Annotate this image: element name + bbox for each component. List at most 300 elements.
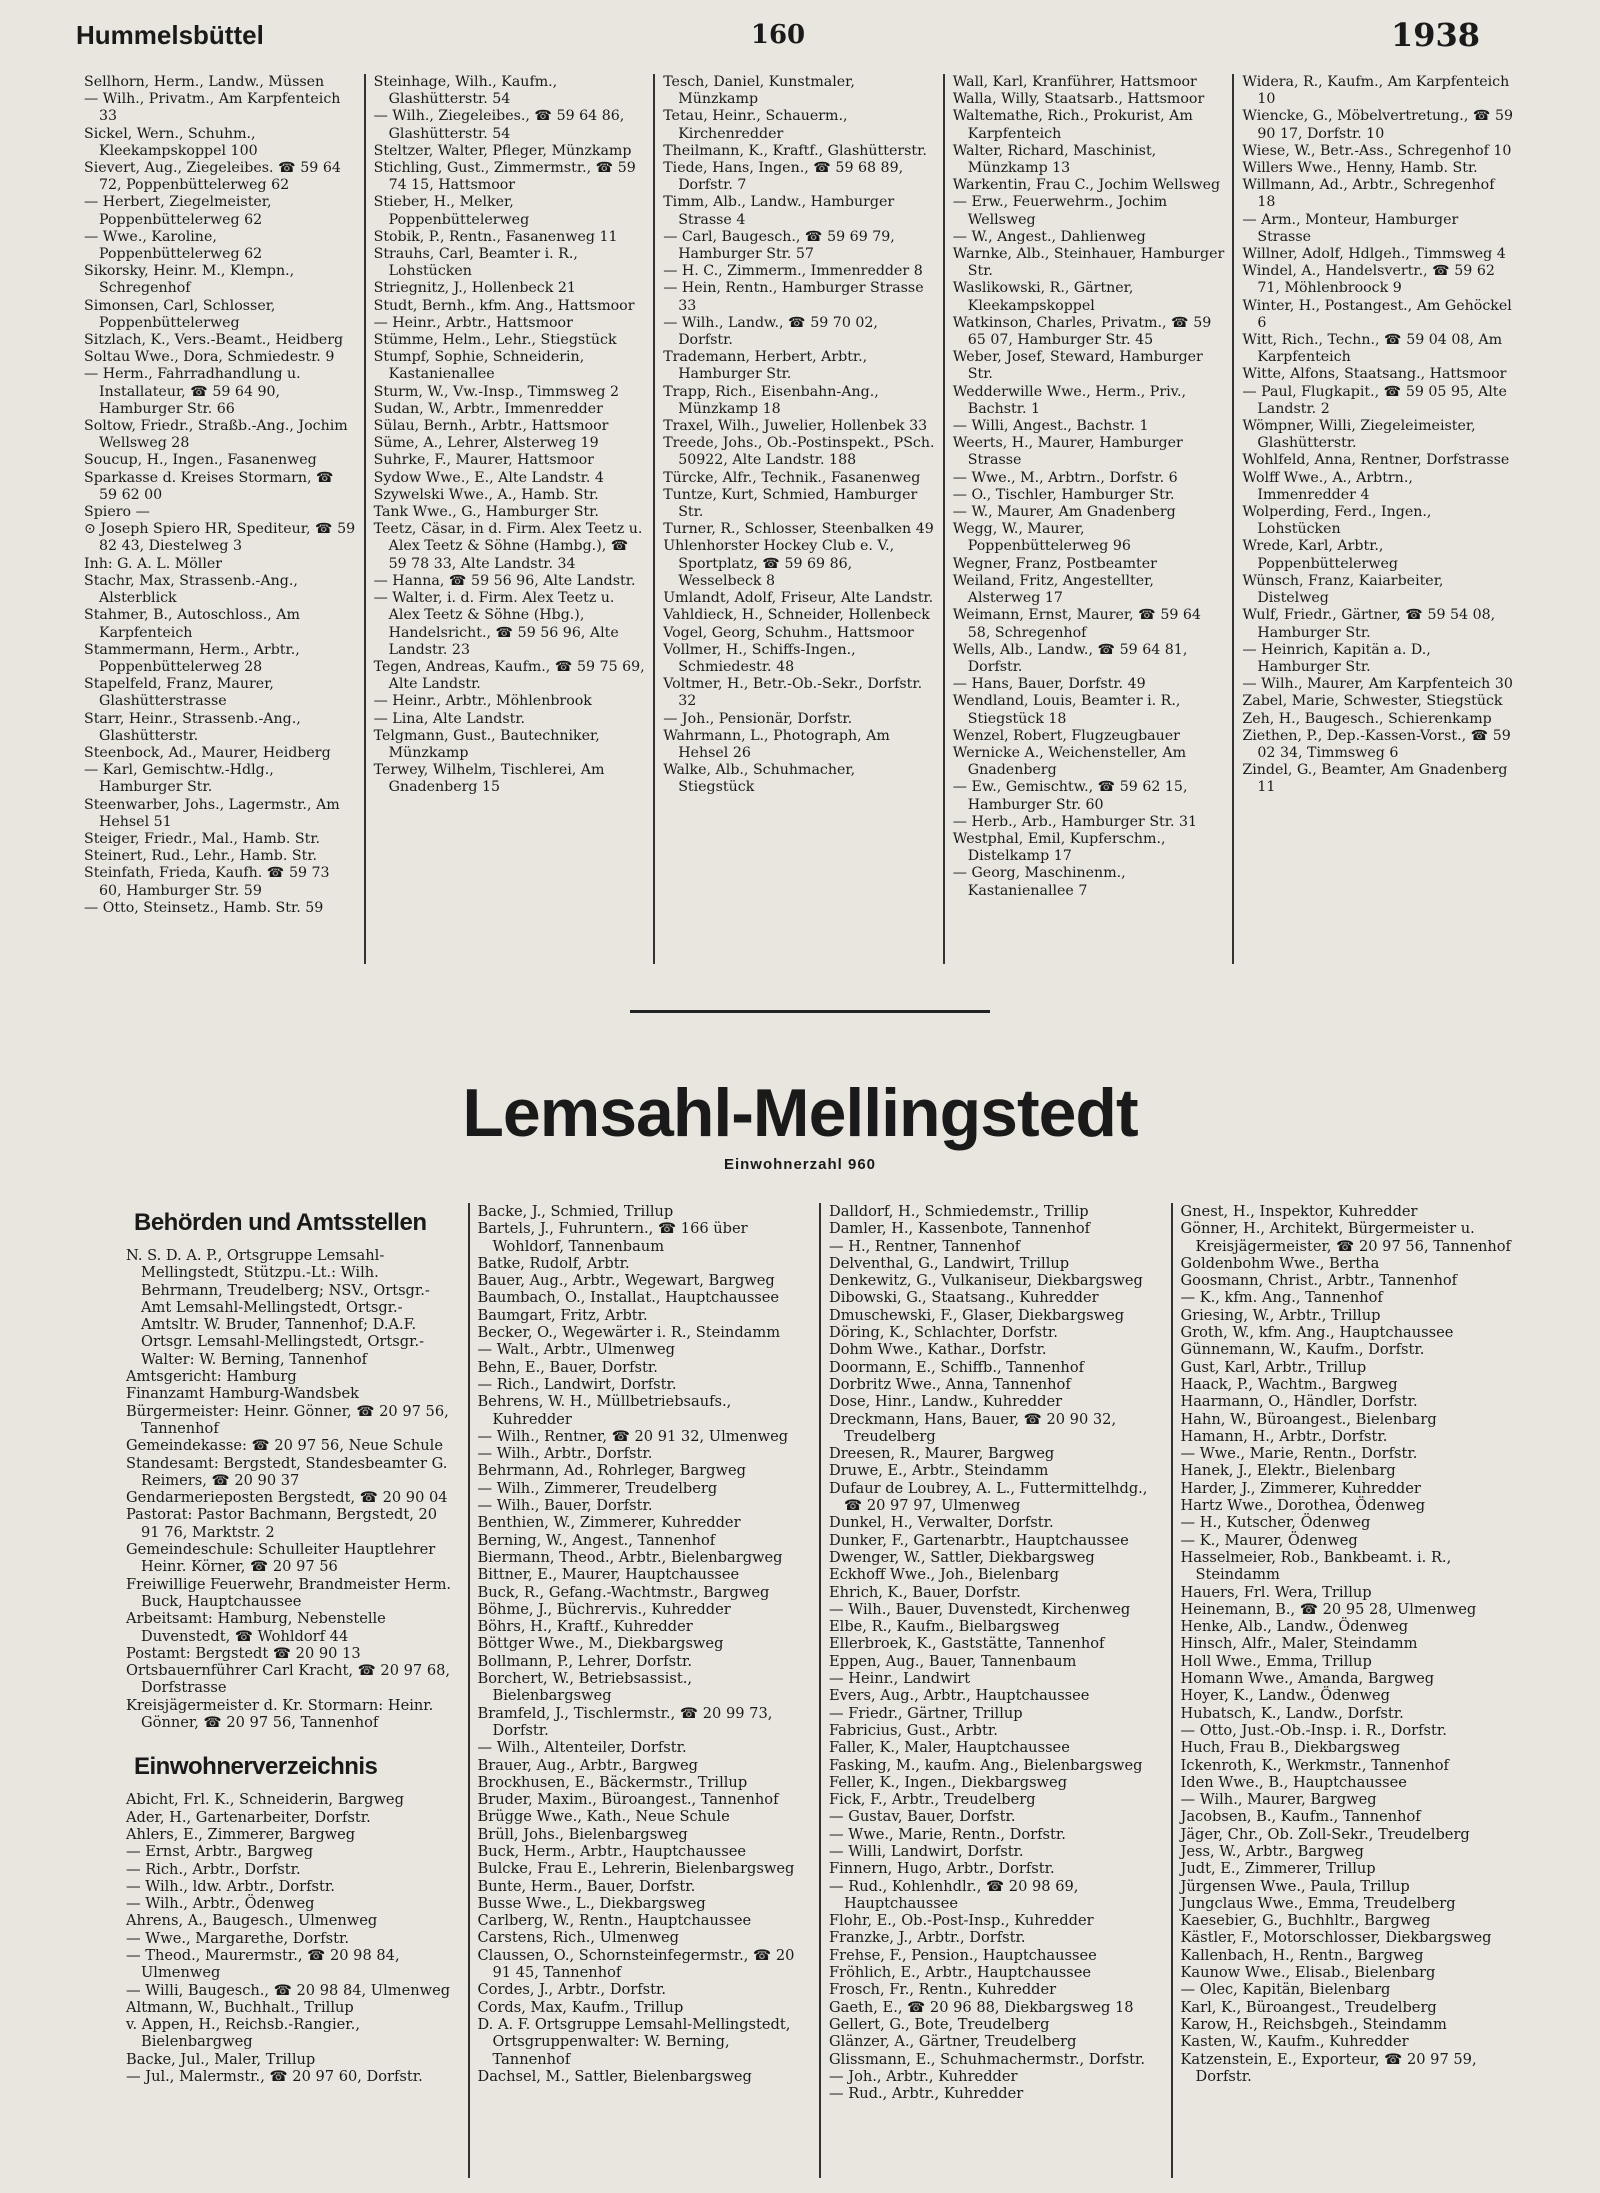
bottom-column-2 xyxy=(470,1203,822,2178)
directory-entry: Flohr, E., Ob.-Post-Insp., Kuhredder xyxy=(829,1912,1094,1930)
directory-entry: Buck, Herm., Arbtr., Hauptchaussee xyxy=(477,1842,746,1860)
directory-entry: Wiencke, G., Möbelvertretung., ☎ 59 90 17, Dorfstr. 10 xyxy=(1242,108,1514,142)
directory-entry: — Wilh., Bauer, Duvenstedt, Kirchenweg xyxy=(829,1600,1131,1618)
directory-entry: Watkinson, Charles, Privatm., ☎ 59 65 07, Hamburger Str. 45 xyxy=(952,314,1212,349)
directory-entry: Pastorat: Pastor Bachmann, Bergstedt, 20 91 76, Marktstr. 2 xyxy=(126,1506,438,1541)
directory-entry: Henke, Alb., Landw., Ödenweg xyxy=(1180,1618,1409,1636)
directory-entry: ⊙ Joseph Spiero HR, Spediteur, ☎ 59 82 43, Diestelweg 3 xyxy=(84,521,356,555)
directory-entry: Wegg, W., Maurer, Poppenbüttelerweg 96 xyxy=(952,521,1131,555)
directory-entry: — Rud., Kohlenhdlr., ☎ 20 98 69, Hauptchaussee xyxy=(829,1877,1079,1912)
directory-entry: Heinemann, B., ☎ 20 95 28, Ulmenweg xyxy=(1180,1600,1477,1618)
top-columns xyxy=(76,74,1522,964)
directory-entry: Steenbock, Ad., Maurer, Heidberg xyxy=(84,744,331,761)
directory-entry: Finnern, Hugo, Arbtr., Dorfstr. xyxy=(829,1860,1055,1878)
directory-entry: Tank Wwe., G., Hamburger Str. xyxy=(373,504,599,521)
directory-entry: Waslikowski, R., Gärtner, Kleekampskoppel xyxy=(952,280,1134,314)
directory-entry: Behn, E., Bauer, Dorfstr. xyxy=(477,1358,658,1376)
directory-entry: Gönner, H., Architekt, Bürgermeister u. Kreisjägermeister, ☎ 20 97 56, Tannenhof xyxy=(1180,1220,1511,1255)
directory-entry: Hahn, W., Büroangest., Bielenbarg xyxy=(1180,1410,1437,1428)
directory-entry: — H. C., Zimmerm., Immenredder 8 xyxy=(663,263,923,280)
directory-entry: — Wilh., Rentner, ☎ 20 91 32, Ulmenweg xyxy=(477,1427,789,1445)
directory-entry: — Willi, Angest., Bachstr. 1 xyxy=(952,418,1149,435)
directory-entry: Huch, Frau B., Diekbargsweg xyxy=(1180,1739,1401,1757)
directory-entry: Tetau, Heinr., Schauerm., Kirchenredder xyxy=(663,108,848,142)
directory-entry: — Joh., Pensionär, Dorfstr. xyxy=(663,710,853,727)
directory-entry: Sparkasse d. Kreises Stormarn, ☎ 59 62 00 xyxy=(84,469,334,503)
directory-entry: Steinert, Rud., Lehr., Hamb. Str. xyxy=(84,848,318,865)
directory-entry: Delventhal, G., Landwirt, Trillup xyxy=(829,1254,1070,1272)
directory-entry: N. S. D. A. P., Ortsgruppe Lemsahl-Mellingstedt, Stützpu.-Lt.: Wilh. Behrmann, Treudelberg; NSV., Ortsgr.-Amt Lemsahl-Mellingstedt, Ortsgr.-Amtsltr. W. Bruder, Tannenhof; D.A.F. Ortsgr. Lemsahl-Mellingstedt, Ortsgr.-Walter: W. Berning, Tannenhof xyxy=(126,1247,430,1368)
directory-entry: Böhme, J., Büchrervis., Kuhredder xyxy=(477,1600,731,1618)
directory-entry: Hoyer, K., Landw., Ödenweg xyxy=(1180,1687,1390,1705)
directory-entry: Vahldieck, H., Schneider, Hollenbeck xyxy=(663,607,930,624)
top-column-3 xyxy=(655,74,945,964)
directory-entry: Jess, W., Arbtr., Bargweg xyxy=(1180,1842,1364,1860)
directory-entry: Bunte, Herm., Bauer, Dorfstr. xyxy=(477,1877,696,1895)
directory-entry: Wiese, W., Betr.-Ass., Schregenhof 10 xyxy=(1242,142,1512,159)
directory-entry: Kallenbach, H., Rentn., Bargweg xyxy=(1180,1946,1424,1964)
directory-entry: — H., Rentner, Tannenhof xyxy=(829,1237,1021,1255)
directory-entry: Stumpf, Sophie, Schneiderin, Kastanienallee xyxy=(373,349,585,383)
directory-entry: — Paul, Flugkapit., ☎ 59 05 95, Alte Landstr. 2 xyxy=(1242,383,1507,417)
directory-entry: — K., Maurer, Ödenweg xyxy=(1180,1531,1358,1549)
directory-entry: — Herbert, Ziegelmeister, Poppenbüttelerweg 62 xyxy=(84,194,272,228)
directory-entry: Dalldorf, H., Schmiedemstr., Trillip xyxy=(829,1203,1089,1220)
directory-entry: Damler, H., Kassenbote, Tannenhof xyxy=(829,1220,1091,1238)
directory-entry: Katzenstein, E., Exporteur, ☎ 20 97 59, Dorfstr. xyxy=(1180,2050,1477,2085)
directory-entry: Striegnitz, J., Hollenbeck 21 xyxy=(373,280,576,297)
directory-entry: Vollmer, H., Schiffs-Ingen., Schmiedestr. 48 xyxy=(663,641,856,675)
directory-entry: Glissmann, E., Schuhmachermstr., Dorfstr. xyxy=(829,2050,1145,2068)
directory-entry: Ehrich, K., Bauer, Dorfstr. xyxy=(829,1583,1021,1601)
directory-entry: — Ernst, Arbtr., Bargweg xyxy=(126,1843,314,1861)
top-column-4 xyxy=(945,74,1235,964)
directory-entry: Tesch, Daniel, Kunstmaler, Münzkamp xyxy=(663,74,855,108)
directory-entry: Glänzer, A., Gärtner, Treudelberg xyxy=(829,2033,1077,2051)
directory-entry: — Heinrich, Kapitän a. D., Hamburger Str. xyxy=(1242,641,1431,675)
bottom-columns xyxy=(118,1203,1522,2178)
directory-entry: — Willi, Baugesch., ☎ 20 98 84, Ulmenweg xyxy=(126,1981,451,1999)
directory-entry: Sellhorn, Herm., Landw., Müssen xyxy=(84,74,325,90)
directory-entry: Witte, Alfons, Staatsang., Hattsmoor xyxy=(1242,366,1507,383)
directory-entry: Gemeindeschule: Schulleiter Hauptlehrer Heinr. Körner, ☎ 20 97 56 xyxy=(126,1541,436,1576)
directory-entry: Behrens, W. H., Müllbetriebsaufs., Kuhredder xyxy=(477,1393,732,1428)
directory-entry: Tuntze, Kurt, Schmied, Hamburger Str. xyxy=(663,486,918,521)
directory-entry: Bittner, E., Maurer, Hauptchaussee xyxy=(477,1566,740,1584)
directory-entry: Günnemann, W., Kaufm., Dorfstr. xyxy=(1180,1341,1425,1359)
directory-entry: Stieber, H., Melker, Poppenbüttelerweg xyxy=(373,194,530,228)
directory-entry: Trapp, Rich., Eisenbahn-Ang., Münzkamp 18 xyxy=(663,383,879,417)
population-line: Einwohnerzahl 960 xyxy=(723,1156,877,1173)
directory-entry: Jungclaus Wwe., Emma, Treudelberg xyxy=(1180,1894,1456,1912)
directory-entry: Böttger Wwe., M., Diekbargsweg xyxy=(477,1635,724,1653)
directory-entry: Strauhs, Carl, Beamter i. R., Lohstücken xyxy=(373,246,578,280)
directory-entry: — Herb., Arb., Hamburger Str. 31 xyxy=(952,813,1198,830)
directory-entry: — Heinr., Arbtr., Möhlenbrook xyxy=(373,693,592,710)
directory-entry: Dorbritz Wwe., Anna, Tannenhof xyxy=(829,1375,1071,1393)
directory-entry: Windel, A., Handelsvertr., ☎ 59 62 71, Möhlenbroock 9 xyxy=(1242,263,1495,297)
directory-entry: Standesamt: Bergstedt, Standesbeamter G. Reimers, ☎ 20 90 37 xyxy=(126,1454,448,1489)
directory-entry: Hartz Wwe., Dorothea, Ödenweg xyxy=(1180,1497,1426,1515)
directory-entry: Ziethen, P., Dep.-Kassen-Vorst., ☎ 59 02 34, Timmsweg 6 xyxy=(1242,727,1511,761)
directory-entry: Sudan, W., Arbtr., Immenredder xyxy=(373,400,603,417)
directory-entry: Fröhlich, E., Arbtr., Hauptchaussee xyxy=(829,1964,1092,1982)
directory-entry: Theilmann, K., Kraftf., Glashütterstr. xyxy=(663,142,927,159)
directory-entry: Wall, Karl, Kranführer, Hattsmoor xyxy=(952,74,1197,90)
directory-entry: Judt, E., Zimmerer, Trillup xyxy=(1180,1860,1376,1878)
top-column-5 xyxy=(1234,74,1522,964)
directory-entry: Haack, P., Wachtm., Bargweg xyxy=(1180,1375,1398,1393)
directory-entry: Steenwarber, Johs., Lagermstr., Am Hehsel 51 xyxy=(84,796,340,830)
directory-entry: Sickel, Wern., Schuhm., Kleekampskoppel 100 xyxy=(84,125,258,159)
directory-entry: Willner, Adolf, Hdlgeh., Timmsweg 4 xyxy=(1242,246,1506,263)
directory-entry: — Hein, Rentn., Hamburger Strasse 33 xyxy=(663,280,924,314)
directory-entry: Gendarmerieposten Bergstedt, ☎ 20 90 04 xyxy=(126,1489,448,1507)
directory-entry: Dreckmann, Hans, Bauer, ☎ 20 90 32, Treudelberg xyxy=(829,1410,1117,1445)
authorities-heading: Behörden und Amtsstellen xyxy=(134,1209,427,1236)
directory-entry: Griesing, W., Arbtr., Trillup xyxy=(1180,1306,1381,1324)
directory-entry: Dohm Wwe., Kathar., Dorfstr. xyxy=(829,1341,1047,1359)
directory-entry: Hinsch, Alfr., Maler, Steindamm xyxy=(1180,1635,1418,1653)
directory-entry: Soucup, H., Ingen., Fasanenweg xyxy=(84,452,317,469)
header-year: 1938 xyxy=(1390,16,1480,54)
directory-entry: Böhrs, H., Kraftf., Kuhredder xyxy=(477,1618,693,1636)
directory-entry: Dreesen, R., Maurer, Bargweg xyxy=(829,1445,1055,1463)
directory-entry: Fabricius, Gust., Arbtr. xyxy=(829,1721,998,1739)
directory-entry: Ellerbroek, K., Gaststätte, Tannenhof xyxy=(829,1635,1105,1653)
directory-entry: Kaesebier, G., Buchhltr., Bargweg xyxy=(1180,1912,1431,1930)
directory-entry: Steiger, Friedr., Mal., Hamb. Str. xyxy=(84,830,321,847)
directory-entry: Weimann, Ernst, Maurer, ☎ 59 64 58, Schregenhof xyxy=(952,607,1201,641)
directory-entry: Soltau Wwe., Dora, Schmiedestr. 9 xyxy=(84,349,335,366)
directory-entry: Wenzel, Robert, Flugzeugbauer xyxy=(952,727,1180,744)
directory-entry: Wrede, Karl, Arbtr., Poppenbüttelerweg xyxy=(1242,538,1398,572)
top-column-2 xyxy=(366,74,656,964)
directory-entry: Brockhusen, E., Bäckermstr., Trillup xyxy=(477,1773,748,1791)
directory-entry: Umlandt, Adolf, Friseur, Alte Landstr. xyxy=(663,590,934,607)
directory-entry: — Joh., Arbtr., Kuhredder xyxy=(829,2067,1018,2085)
directory-entry: Stapelfeld, Franz, Maurer, Glashütterstrasse xyxy=(84,676,274,710)
directory-entry: Dmuschewski, F., Glaser, Diekbargsweg xyxy=(829,1306,1125,1324)
directory-entry: Uhlenhorster Hockey Club e. V., Sportplatz, ☎ 59 69 86, Wesselbeck 8 xyxy=(663,538,895,589)
directory-entry: Finanzamt Hamburg-Wandsbek xyxy=(126,1385,359,1403)
directory-entry: Elbe, R., Kaufm., Bielbargsweg xyxy=(829,1618,1060,1636)
directory-entry: Studt, Bernh., kfm. Ang., Hattsmoor xyxy=(373,297,635,314)
directory-entry: Cords, Max, Kaufm., Trillup xyxy=(477,1998,684,2016)
directory-entry: Karl, K., Büroangest., Treudelberg xyxy=(1180,1998,1437,2016)
directory-entry: Warkentin, Frau C., Jochim Wellsweg xyxy=(952,177,1221,194)
directory-entry: Brüll, Johs., Bielenbargsweg xyxy=(477,1825,688,1843)
directory-entry: — Walt., Arbtr., Ulmenweg xyxy=(477,1341,675,1359)
directory-entry: Weiland, Fritz, Angestellter, Alsterweg 17 xyxy=(952,572,1154,607)
directory-entry: Wolff Wwe., A., Arbtrn., Immenredder 4 xyxy=(1242,469,1413,503)
directory-entry: — Hanna, ☎ 59 56 96, Alte Landstr. xyxy=(373,572,636,589)
directory-entry: Dufaur de Loubrey, A. L., Futtermittelhdg., ☎ 20 97 97, Ulmenweg xyxy=(829,1479,1148,1515)
directory-entry: — Georg, Maschinenm., Kastanienallee 7 xyxy=(952,865,1126,899)
directory-entry: Terwey, Wilhelm, Tischlerei, Am Gnadenberg 15 xyxy=(373,762,605,796)
directory-entry: Cordes, J., Arbtr., Dorfstr. xyxy=(477,1981,667,1999)
directory-entry: Karow, H., Reichsbgeh., Steindamm xyxy=(1180,2015,1447,2033)
directory-entry: — W., Angest., Dahlienweg xyxy=(952,228,1146,245)
directory-entry: — Wwe., Marie, Rentn., Dorfstr. xyxy=(1180,1445,1418,1463)
directory-entry: Hubatsch, K., Landw., Dorfstr. xyxy=(1180,1704,1404,1722)
directory-entry: Steltzer, Walter, Pfleger, Münzkamp xyxy=(373,142,632,159)
directory-entry: Jäger, Chr., Ob. Zoll-Sekr., Treudelberg xyxy=(1180,1825,1470,1843)
directory-entry: Waltemathe, Rich., Prokurist, Am Karpfenteich xyxy=(952,108,1193,142)
directory-entry: — Heinr., Landwirt xyxy=(829,1670,971,1688)
directory-entry: Homann Wwe., Amanda, Bargweg xyxy=(1180,1670,1435,1688)
directory-entry: Busse Wwe., L., Diekbargsweg xyxy=(477,1894,706,1912)
directory-entry: — Wwe., Karoline, Poppenbüttelerweg 62 xyxy=(84,228,263,263)
directory-entry: Vogel, Georg, Schuhm., Hattsmoor xyxy=(663,624,914,641)
directory-entry: Ader, H., Gartenarbeiter, Dorfstr. xyxy=(126,1808,371,1826)
directory-entry: Zabel, Marie, Schwester, Stiegstück xyxy=(1242,693,1503,710)
page-number: 160 xyxy=(750,20,806,50)
directory-entry: Tiede, Hans, Ingen., ☎ 59 68 89, Dorfstr. 7 xyxy=(663,160,904,194)
directory-entry: Ahlers, E., Zimmerer, Bargweg xyxy=(126,1825,356,1843)
directory-entry: Inh: G. A. L. Möller xyxy=(84,555,223,572)
directory-entry: Stobik, P., Rentn., Fasanenweg 11 xyxy=(373,228,618,245)
directory-entry: — Wilh., Arbtr., Ödenweg xyxy=(126,1895,315,1913)
directory-entry: — Rich., Landwirt, Dorfstr. xyxy=(477,1375,677,1393)
directory-entry: — K., kfm. Ang., Tannenhof xyxy=(1180,1289,1383,1307)
directory-entry: Frehse, F., Pension., Hauptchaussee xyxy=(829,1946,1097,1964)
directory-entry: — Olec, Kapitän, Bielenbarg xyxy=(1180,1981,1391,1999)
directory-entry: Hauers, Frl. Wera, Trillup xyxy=(1180,1583,1372,1601)
directory-entry: Kaunow Wwe., Elisab., Bielenbarg xyxy=(1180,1964,1436,1982)
directory-entry: Franzke, J., Arbtr., Dorfstr. xyxy=(829,1929,1026,1947)
directory-entry: Fick, F., Arbtr., Treudelberg xyxy=(829,1791,1036,1809)
directory-entry: Dachsel, M., Sattler, Bielenbargsweg xyxy=(477,2067,752,2085)
directory-entry: — Wwe., M., Arbtrn., Dorfstr. 6 xyxy=(952,469,1178,486)
directory-entry: Spiero — xyxy=(84,504,150,521)
directory-entry: Abicht, Frl. K., Schneiderin, Bargweg xyxy=(126,1791,404,1809)
directory-entry: Groth, W., kfm. Ang., Hauptchaussee xyxy=(1180,1324,1454,1342)
directory-entry: Warnke, Alb., Steinhauer, Hamburger Str. xyxy=(952,246,1225,280)
directory-entry: Jacobsen, B., Kaufm., Tannenhof xyxy=(1180,1808,1421,1826)
residents-list xyxy=(126,1791,460,2085)
directory-entry: Biermann, Theod., Arbtr., Bielenbargweg xyxy=(477,1548,783,1566)
directory-entry: Frosch, Fr., Rentn., Kuhredder xyxy=(829,1981,1057,1999)
directory-entry: Weerts, H., Maurer, Hamburger Strasse xyxy=(952,435,1183,469)
directory-entry: Holl Wwe., Emma, Trillup xyxy=(1180,1652,1372,1670)
page-header xyxy=(76,14,1480,54)
directory-entry: — Wilh., Ziegeleibes., ☎ 59 64 86, Glashütterstr. 54 xyxy=(373,108,625,142)
directory-entry: Amtsgericht: Hamburg xyxy=(126,1368,297,1386)
directory-entry: Eppen, Aug., Bauer, Tannenbaum xyxy=(829,1652,1077,1670)
directory-entry: — Ew., Gemischtw., ☎ 59 62 15, Hamburger Str. 60 xyxy=(952,779,1188,813)
directory-entry: Wohlfeld, Anna, Rentner, Dorfstrasse xyxy=(1242,452,1510,469)
directory-entry: — Wilh., Bauer, Dorfstr. xyxy=(477,1497,653,1515)
directory-entry: Carstens, Rich., Ulmenweg xyxy=(477,1929,679,1947)
bottom-column-1 xyxy=(118,1203,470,2178)
directory-entry: Suhrke, F., Maurer, Hattsmoor xyxy=(373,452,594,469)
directory-entry: Claussen, O., Schornsteinfegermstr., ☎ 20 91 45, Tannenhof xyxy=(477,1946,795,1982)
directory-entry: Ortsbauernführer Carl Kracht, ☎ 20 97 68, Dorfstrasse xyxy=(126,1662,451,1697)
directory-entry: Fasking, M., kaufm. Ang., Bielenbargsweg xyxy=(829,1756,1143,1774)
directory-entry: Dibowski, G., Staatsang., Kuhredder xyxy=(829,1289,1099,1307)
directory-entry: Sülau, Bernh., Arbtr., Hattsmoor xyxy=(373,418,609,435)
directory-entry: Zeh, H., Baugesch., Schierenkamp xyxy=(1242,710,1492,727)
directory-entry: — Wilh., Arbtr., Dorfstr. xyxy=(477,1445,653,1463)
directory-entry: Ahrens, A., Baugesch., Ulmenweg xyxy=(126,1912,378,1930)
directory-entry: — Gustav, Bauer, Dorfstr. xyxy=(829,1808,1016,1826)
town-title: Lemsahl-Mellingstedt xyxy=(462,1075,1138,1151)
header-town: Hummelsbüttel xyxy=(76,20,264,50)
directory-entry: — Arm., Monteur, Hamburger Strasse xyxy=(1242,211,1459,245)
directory-entry: — Herm., Fahrradhandlung u. Installateur, ☎ 59 64 90, Hamburger Str. 66 xyxy=(84,366,301,417)
directory-entry: Becker, O., Wegewärter i. R., Steindamm xyxy=(477,1324,781,1342)
directory-entry: Weber, Josef, Steward, Hamburger Str. xyxy=(952,349,1203,383)
directory-entry: Stichling, Gust., Zimmermstr., ☎ 59 74 15, Hattsmoor xyxy=(373,160,636,194)
bottom-column-3 xyxy=(821,1203,1173,2178)
directory-entry: — Otto, Just.-Ob.-Insp. i. R., Dorfstr. xyxy=(1180,1721,1447,1739)
directory-entry: Szywelski Wwe., A., Hamb. Str. xyxy=(373,486,599,503)
bottom-column-4 xyxy=(1173,1203,1523,2178)
directory-entry: Berning, W., Angest., Tannenhof xyxy=(477,1531,716,1549)
directory-entry: Buck, R., Gefang.-Wachtmstr., Bargweg xyxy=(477,1583,770,1601)
directory-entry: Hanek, J., Elektr., Bielenbarg xyxy=(1180,1462,1396,1480)
directory-entry: Baumbach, O., Installat., Hauptchaussee xyxy=(477,1289,780,1307)
directory-entry: Starr, Heinr., Strassenb.-Ang., Glashütterstr. xyxy=(84,710,301,744)
directory-entry: Bürgermeister: Heinr. Gönner, ☎ 20 97 56, Tannenhof xyxy=(126,1402,449,1437)
directory-entry: Sturm, W., Vw.-Insp., Timmsweg 2 xyxy=(373,383,620,400)
directory-entry: Wegner, Franz, Postbeamter xyxy=(952,555,1157,572)
directory-entry: Teetz, Cäsar, in d. Firm. Alex Teetz u. Alex Teetz & Söhne (Hambg.), ☎ 59 78 33, Alte Landstr. 34 xyxy=(373,521,643,572)
directory-entry: Bruder, Maxim., Büroangest., Tannenhof xyxy=(477,1791,779,1809)
directory-entry: Stammermann, Herm., Arbtr., Poppenbüttelerweg 28 xyxy=(84,641,300,675)
directory-entry: Denkewitz, G., Vulkaniseur, Diekbargsweg xyxy=(829,1272,1143,1290)
directory-entry: Gaeth, E., ☎ 20 96 88, Diekbargsweg 18 xyxy=(829,1998,1134,2016)
directory-entry: Westphal, Emil, Kupferschm., Distelkamp 17 xyxy=(952,830,1166,865)
directory-entry: Treede, Johs., Ob.-Postinspekt., PSch. 50922, Alte Landstr. 188 xyxy=(663,435,935,469)
directory-entry: Feller, K., Ingen., Diekbargsweg xyxy=(829,1773,1068,1791)
directory-entry: Telgmann, Gust., Bautechniker, Münzkamp xyxy=(373,727,600,761)
directory-entry: Gellert, G., Bote, Treudelberg xyxy=(829,2015,1050,2033)
directory-entry: Traxel, Wilh., Juwelier, Hollenbek 33 xyxy=(663,418,928,435)
directory-entry: Dunker, F., Gartenarbtr., Hauptchaussee xyxy=(829,1531,1129,1549)
directory-entry: Walter, Richard, Maschinist, Münzkamp 13 xyxy=(952,142,1157,177)
directory-entry: Süme, A., Lehrer, Alsterweg 19 xyxy=(373,435,599,452)
directory-entry: Behrmann, Ad., Rohrleger, Bargweg xyxy=(477,1462,746,1480)
directory-entry: Steinfath, Frieda, Kaufh. ☎ 59 73 60, Hamburger Str. 59 xyxy=(84,865,330,899)
directory-entry: Kreisjägermeister d. Kr. Stormarn: Heinr. Gönner, ☎ 20 97 56, Tannenhof xyxy=(126,1696,434,1732)
directory-entry: Freiwillige Feuerwehr, Brandmeister Herm. Buck, Hauptchaussee xyxy=(126,1575,452,1610)
directory-entry: Kasten, W., Kaufm., Kuhredder xyxy=(1180,2033,1409,2051)
directory-entry: Carlberg, W., Rentn., Hauptchaussee xyxy=(477,1912,752,1930)
directory-entry: v. Appen, H., Reichsb.-Rangier., Bielenbargweg xyxy=(126,2016,360,2051)
directory-entry: Sievert, Aug., Ziegeleibes. ☎ 59 64 72, Poppenbüttelerweg 62 xyxy=(84,160,341,194)
directory-entry: — W., Maurer, Am Gnadenberg xyxy=(952,504,1176,521)
directory-entry: Batke, Rudolf, Arbtr. xyxy=(477,1254,630,1272)
directory-entry: Trademann, Herbert, Arbtr., Hamburger Str. xyxy=(663,349,868,383)
directory-entry: — Rich., Arbtr., Dorfstr. xyxy=(126,1860,301,1878)
directory-entry: Dose, Hinr., Landw., Kuhredder xyxy=(829,1393,1063,1411)
directory-entry: Jürgensen Wwe., Paula, Trillup xyxy=(1180,1877,1410,1895)
directory-entry: Gnest, H., Inspektor, Kuhredder xyxy=(1180,1203,1418,1220)
directory-entry: Druwe, E., Arbtr., Steindamm xyxy=(829,1462,1049,1480)
top-column-1 xyxy=(76,74,366,964)
directory-entry: Sydow Wwe., E., Alte Landstr. 4 xyxy=(373,469,604,486)
directory-entry: Bramfeld, J., Tischlermstr., ☎ 20 99 73, Dorfstr. xyxy=(477,1704,773,1739)
authorities-list xyxy=(126,1247,460,1731)
directory-entry: Steinhage, Wilh., Kaufm., Glashütterstr. 54 xyxy=(373,74,558,108)
directory-entry: — Hans, Bauer, Dorfstr. 49 xyxy=(952,676,1146,693)
directory-entry: — Wilh., Altenteiler, Dorfstr. xyxy=(477,1739,687,1757)
directory-entry: Hamann, H., Arbtr., Dorfstr. xyxy=(1180,1427,1388,1445)
directory-entry: Sitzlach, K., Vers.-Beamt., Heidberg xyxy=(84,332,344,349)
directory-entry: — Wilh., ldw. Arbtr., Dorfstr. xyxy=(126,1877,335,1895)
directory-entry: Doormann, E., Schiffb., Tannenhof xyxy=(829,1358,1085,1376)
directory-entry: — Friedr., Gärtner, Trillup xyxy=(829,1704,1023,1722)
directory-entry: — Wilh., Landw., ☎ 59 70 02, Dorfstr. xyxy=(663,314,878,349)
directory-entry: Postamt: Bergstedt ☎ 20 90 13 xyxy=(126,1644,361,1662)
directory-entry: — Lina, Alte Landstr. xyxy=(373,710,526,727)
directory-entry: — Wwe., Margarethe, Dorfstr. xyxy=(126,1929,349,1947)
directory-entry: Wömpner, Willi, Ziegeleimeister, Glashütterstr. xyxy=(1242,418,1476,452)
directory-entry: — Erw., Feuerwehrm., Jochim Wellsweg xyxy=(952,194,1168,228)
directory-entry: Wernicke A., Weichensteller, Am Gnadenberg xyxy=(952,744,1187,779)
directory-entry: Iden Wwe., B., Hauptchaussee xyxy=(1180,1773,1407,1791)
directory-entry: — Wilh., Maurer, Bargweg xyxy=(1180,1791,1377,1809)
directory-entry: Bartels, J., Fuhruntern., ☎ 166 über Wohldorf, Tannenbaum xyxy=(477,1220,748,1255)
directory-entry: Faller, K., Maler, Hauptchaussee xyxy=(829,1739,1070,1757)
directory-entry: Wells, Alb., Landw., ☎ 59 64 81, Dorfstr. xyxy=(952,641,1188,675)
directory-entry: — Wilh., Privatm., Am Karpfenteich 33 xyxy=(84,91,341,125)
directory-entry: — Walter, i. d. Firm. Alex Teetz u. Alex Teetz & Söhne (Hbg.), Handelsricht., ☎ 59 56 96, Alte Landstr. 23 xyxy=(373,590,619,658)
directory-entry: — Karl, Gemischtw.-Hdlg., Hamburger Str. xyxy=(84,762,274,796)
directory-entry: — Theod., Maurermstr., ☎ 20 98 84, Ulmenweg xyxy=(126,1946,400,1982)
directory-entry: Wolperding, Ferd., Ingen., Lohstücken xyxy=(1242,504,1432,538)
directory-entry: — Otto, Steinsetz., Hamb. Str. 59 xyxy=(84,899,324,916)
directory-entry: D. A. F. Ortsgruppe Lemsahl-Mellingstedt, Ortsgruppenwalter: W. Berning, Tannenhof xyxy=(477,2015,791,2068)
directory-entry: — Carl, Baugesch., ☎ 59 69 79, Hamburger Str. 57 xyxy=(663,228,895,263)
directory-entry: Walke, Alb., Schuhmacher, Stiegstück xyxy=(663,762,856,796)
directory-entry: — Rud., Arbtr., Kuhredder xyxy=(829,2085,1024,2103)
directory-entry: Evers, Aug., Arbtr., Hauptchaussee xyxy=(829,1687,1090,1705)
directory-entry: Winter, H., Postangest., Am Gehöckel 6 xyxy=(1242,297,1512,331)
directory-entry: — Wilh., Maurer, Am Karpfenteich 30 xyxy=(1242,676,1513,693)
directory-entry: Soltow, Friedr., Straßb.-Ang., Jochim Wellsweg 28 xyxy=(84,418,348,452)
directory-entry: — O., Tischler, Hamburger Str. xyxy=(952,486,1175,503)
directory-entry: Backe, J., Schmied, Trillup xyxy=(477,1203,674,1220)
directory-entry: Timm, Alb., Landw., Hamburger Strasse 4 xyxy=(663,194,895,228)
directory-entry: Willmann, Ad., Arbtr., Schregenhof 18 xyxy=(1242,177,1495,211)
directory-entry: Eckhoff Wwe., Joh., Bielenbarg xyxy=(829,1566,1059,1584)
directory-entry: Zindel, G., Beamter, Am Gnadenberg 11 xyxy=(1242,762,1508,796)
directory-entry: Dwenger, W., Sattler, Diekbargsweg xyxy=(829,1548,1095,1566)
directory-entry: Voltmer, H., Betr.-Ob.-Sekr., Dorfstr. 32 xyxy=(663,676,923,710)
directory-entry: Simonsen, Carl, Schlosser, Poppenbüttelerweg xyxy=(84,297,276,331)
directory-entry: Gust, Karl, Arbtr., Trillup xyxy=(1180,1358,1367,1376)
directory-entry: Bulcke, Frau E., Lehrerin, Bielenbargsweg xyxy=(477,1860,795,1878)
directory-entry: Wulf, Friedr., Gärtner, ☎ 59 54 08, Hamburger Str. xyxy=(1242,607,1496,641)
directory-entry: Stümme, Helm., Lehr., Stiegstück xyxy=(373,332,617,349)
directory-entry: Dunkel, H., Verwalter, Dorfstr. xyxy=(829,1514,1054,1532)
directory-entry: Brügge Wwe., Kath., Neue Schule xyxy=(477,1808,730,1826)
directory-entry: Harder, J., Zimmerer, Kuhredder xyxy=(1180,1479,1421,1497)
directory-entry: Gemeindekasse: ☎ 20 97 56, Neue Schule xyxy=(126,1437,443,1455)
directory-entry: Döring, K., Schlachter, Dorfstr. xyxy=(829,1324,1058,1342)
directory-entry: Ickenroth, K., Werkmstr., Tannenhof xyxy=(1180,1756,1449,1774)
directory-entry: — Heinr., Arbtr., Hattsmoor xyxy=(373,314,573,331)
directory-entry: Wahrmann, L., Photograph, Am Hehsel 26 xyxy=(663,727,890,761)
directory-entry: Goosmann, Christ., Arbtr., Tannenhof xyxy=(1180,1272,1458,1290)
directory-entry: Kästler, F., Motorschlosser, Diekbargsweg xyxy=(1180,1929,1492,1947)
directory-entry: Stahmer, B., Autoschloss., Am Karpfenteich xyxy=(84,607,300,641)
directory-entry: Turner, R., Schlosser, Steenbalken 49 xyxy=(663,521,934,538)
directory-entry: Stachr, Max, Strassenb.-Ang., Alsterblick xyxy=(84,572,298,607)
